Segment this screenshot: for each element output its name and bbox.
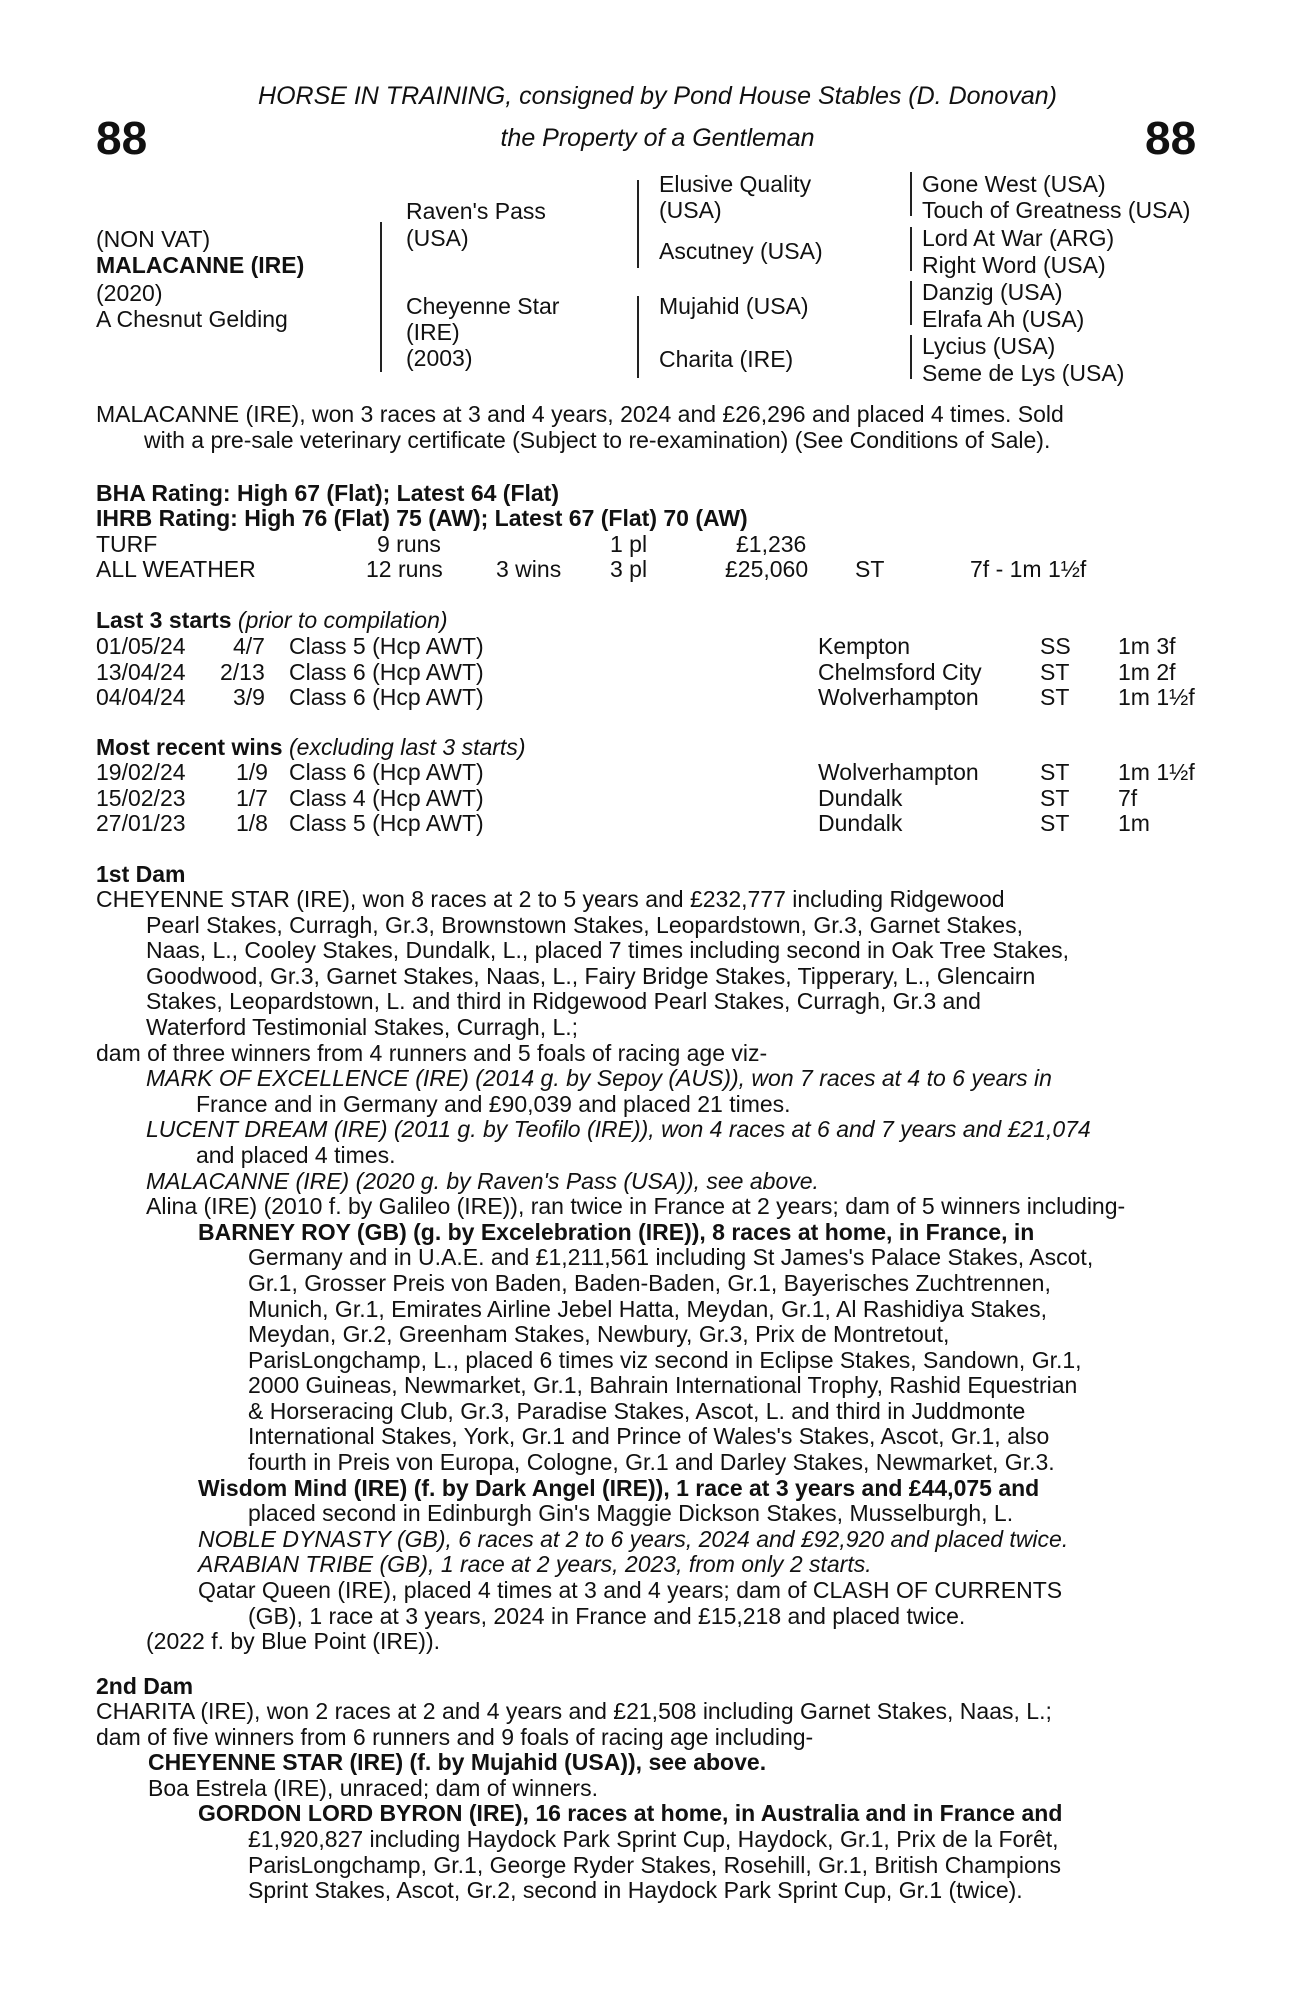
dam1-line: Alina (IRE) (2010 f. by Galileo (IRE)), ran twice in France at 2 years; dam of 5 winners including-: [146, 1193, 1126, 1220]
dam1-line: BARNEY ROY (GB) (g. by Excelebration (IRE)), 8 races at home, in France, in: [198, 1218, 1035, 1245]
dam1-line: Naas, L., Cooley Stakes, Dundalk, L., placed 7 times including second in Oak Tree Stakes,: [146, 937, 1070, 964]
win-position: 1/8: [236, 810, 268, 836]
wins-title: Most recent wins: [96, 734, 283, 760]
last3-course: Wolverhampton: [818, 684, 979, 710]
last3-class: Class 6 (Hcp AWT): [289, 659, 484, 685]
summary-line: MALACANNE (IRE), won 3 races at 3 and 4 years, 2024 and £26,296 and placed 4 times. Sold: [96, 401, 1064, 427]
header-property: the Property of a Gentleman: [500, 124, 815, 152]
dam1-line: 2000 Guineas, Newmarket, Gr.1, Bahrain International Trophy, Rashid Equestrian: [248, 1372, 1078, 1399]
lot-number-right: 88: [1145, 112, 1197, 164]
g4-ancestor: Seme de Lys (USA): [922, 360, 1125, 386]
g4-ancestor: Elrafa Ah (USA): [922, 306, 1085, 332]
last3-date: 13/04/24: [96, 659, 186, 685]
dam1-line: placed second in Edinburgh Gin's Maggie Dickson Stakes, Musselburgh, L.: [248, 1500, 1014, 1527]
last3-class: Class 6 (Hcp AWT): [289, 684, 484, 710]
pedigree-brace: [380, 222, 382, 372]
sire-dam: Ascutney (USA): [659, 238, 823, 264]
win-going: ST: [1040, 785, 1070, 811]
dam1-line: Gr.1, Grosser Preis von Baden, Baden-Baden, Gr.1, Bayerisches Zuchtrennen,: [248, 1269, 1051, 1296]
dam2-line: £1,920,827 including Haydock Park Sprint Cup, Haydock, Gr.1, Prix de la Forêt,: [248, 1825, 1059, 1852]
last3-going: SS: [1040, 633, 1071, 659]
last3-position: 2/13: [220, 659, 265, 685]
last3-distance: 1m 2f: [1118, 659, 1176, 685]
dam1-line: & Horseracing Club, Gr.3, Paradise Stakes, Ascot, L. and third in Juddmonte: [248, 1397, 1026, 1424]
dam2-heading: 2nd Dam: [96, 1673, 194, 1699]
last3-class: Class 5 (Hcp AWT): [289, 633, 484, 659]
win-going: ST: [1040, 810, 1070, 836]
aw-runs: 12 runs: [366, 556, 443, 582]
win-course: Dundalk: [818, 810, 903, 836]
g4-ancestor: Lycius (USA): [922, 333, 1056, 359]
turf-placed: 1 pl: [610, 531, 648, 557]
last3-date: 04/04/24: [96, 684, 186, 710]
dam1-line: CHEYENNE STAR (IRE), won 8 races at 2 to 5 years and £232,777 including Ridgewood: [96, 886, 1005, 912]
win-position: 1/9: [236, 759, 268, 785]
dam1-line: ParisLongchamp, L., placed 6 times viz second in Eclipse Stakes, Sandown, Gr.1,: [248, 1346, 1082, 1373]
sire-sire-country: (USA): [659, 197, 722, 223]
turf-runs: 9 runs: [377, 531, 441, 557]
horse-description: A Chesnut Gelding: [96, 306, 288, 332]
dam1-line: MARK OF EXCELLENCE (IRE) (2014 g. by Sepoy (AUS)), won 7 races at 4 to 6 years in: [146, 1065, 1052, 1092]
summary-line: with a pre-sale veterinary certificate (Subject to re-examination) (See Conditions of Sale).: [144, 426, 1051, 453]
win-distance: 7f: [1118, 785, 1138, 811]
dam2-line: CHEYENNE STAR (IRE) (f. by Mujahid (USA)), see above.: [148, 1749, 767, 1776]
g4-ancestor: Right Word (USA): [922, 252, 1106, 278]
dam1-line: Pearl Stakes, Curragh, Gr.3, Brownstown Stakes, Leopardstown, Gr.3, Garnet Stakes,: [146, 911, 1023, 938]
g4-ancestor: Gone West (USA): [922, 171, 1106, 197]
sire-brace: [637, 180, 639, 268]
last3-position: 4/7: [233, 633, 265, 659]
dam1-line: France and in Germany and £90,039 and placed 21 times.: [196, 1090, 791, 1117]
win-course: Wolverhampton: [818, 759, 979, 785]
dam-country: (IRE): [406, 319, 460, 345]
g4-ancestor: Danzig (USA): [922, 279, 1063, 305]
sire-sire: Elusive Quality: [659, 171, 812, 197]
sire-name: Raven's Pass: [406, 198, 546, 224]
aw-going: ST: [855, 556, 885, 582]
aw-prize: £25,060: [725, 556, 809, 582]
last3-position: 3/9: [233, 684, 265, 710]
dam-dam: Charita (IRE): [659, 346, 794, 372]
dam2-line: Boa Estrela (IRE), unraced; dam of winners.: [148, 1774, 598, 1801]
dam1-line: Germany and in U.A.E. and £1,211,561 including St James's Palace Stakes, Ascot,: [248, 1244, 1094, 1271]
wins-heading: [96, 734, 525, 760]
dam1-line: NOBLE DYNASTY (GB), 6 races at 2 to 6 years, 2024 and £92,920 and placed twice.: [198, 1525, 1069, 1552]
dam1-line: (2022 f. by Blue Point (IRE)).: [146, 1628, 441, 1655]
g4-brace-4: [910, 335, 912, 379]
aw-placed: 3 pl: [610, 556, 648, 582]
g4-brace-2: [910, 227, 912, 271]
win-distance: 1m 1½f: [1118, 759, 1195, 785]
win-position: 1/7: [236, 785, 268, 811]
dam2-line: dam of five winners from 6 runners and 9 foals of racing age including-: [96, 1723, 814, 1750]
dam1-line: MALACANNE (IRE) (2020 g. by Raven's Pass (USA)), see above.: [146, 1167, 819, 1194]
win-date: 15/02/23: [96, 785, 186, 811]
dam2-line: Sprint Stakes, Ascot, Gr.2, second in Haydock Park Sprint Cup, Gr.1 (twice).: [248, 1877, 1023, 1904]
dam1-line: LUCENT DREAM (IRE) (2011 g. by Teofilo (IRE)), won 4 races at 6 and 7 years and £21,074: [146, 1116, 1091, 1143]
dam-brace: [637, 296, 639, 378]
win-going: ST: [1040, 759, 1070, 785]
dam1-line: Waterford Testimonial Stakes, Curragh, L.;: [146, 1013, 579, 1040]
sire-country: (USA): [406, 225, 469, 251]
dam1-line: Goodwood, Gr.3, Garnet Stakes, Naas, L., Fairy Bridge Stakes, Tipperary, L., Glencairn: [146, 962, 1036, 989]
turf-surface: TURF: [96, 531, 158, 557]
dam1-line: (GB), 1 race at 3 years, 2024 in France and £15,218 and placed twice.: [248, 1602, 966, 1629]
dam-sire: Mujahid (USA): [659, 293, 809, 319]
dam1-line: Meydan, Gr.2, Greenham Stakes, Newbury, Gr.3, Prix de Montretout,: [248, 1321, 950, 1348]
aw-distance: 7f - 1m 1½f: [970, 556, 1087, 582]
dam2-line: GORDON LORD BYRON (IRE), 16 races at home, in Australia and in France and: [198, 1800, 1063, 1827]
last3-note: (prior to compilation): [237, 607, 448, 633]
racing-summary: [96, 402, 1204, 453]
last3-course: Chelmsford City: [818, 659, 982, 685]
horse-year: (2020): [96, 280, 163, 306]
win-date: 19/02/24: [96, 759, 186, 785]
win-date: 27/01/23: [96, 810, 186, 836]
last3-date: 01/05/24: [96, 633, 186, 659]
g4-brace-3: [910, 281, 912, 325]
dam1-heading: 1st Dam: [96, 861, 186, 887]
g4-ancestor: Touch of Greatness (USA): [922, 197, 1191, 223]
dam1-line: International Stakes, York, Gr.1 and Prince of Wales's Stakes, Ascot, Gr.1, also: [248, 1423, 1050, 1450]
aw-surface: ALL WEATHER: [96, 556, 256, 582]
dam1-text: [96, 887, 1204, 1655]
dam2-line: CHARITA (IRE), won 2 races at 2 and 4 years and £21,508 including Garnet Stakes, Naas, L.;: [96, 1698, 1052, 1724]
dam-name: Cheyenne Star: [406, 293, 560, 319]
g4-brace-1: [910, 172, 912, 216]
win-class: Class 5 (Hcp AWT): [289, 810, 484, 836]
lot-number-left: 88: [96, 112, 148, 164]
horse-name: MALACANNE (IRE): [96, 252, 305, 278]
dam1-line: Wisdom Mind (IRE) (f. by Dark Angel (IRE)), 1 race at 3 years and £44,075 and: [198, 1474, 1040, 1501]
dam1-line: dam of three winners from 4 runners and 5 foals of racing age viz-: [96, 1039, 768, 1066]
dam-year: (2003): [406, 345, 473, 371]
win-course: Dundalk: [818, 785, 903, 811]
dam1-line: and placed 4 times.: [196, 1141, 396, 1168]
win-distance: 1m: [1118, 810, 1150, 836]
dam1-line: ARABIAN TRIBE (GB), 1 race at 2 years, 2023, from only 2 starts.: [198, 1551, 872, 1578]
dam1-line: Munich, Gr.1, Emirates Airline Jebel Hatta, Meydan, Gr.1, Al Rashidiya Stakes,: [248, 1295, 1047, 1322]
ihrb-rating: IHRB Rating: High 76 (Flat) 75 (AW); Latest 67 (Flat) 70 (AW): [96, 505, 748, 531]
vat-status: (NON VAT): [96, 226, 211, 252]
aw-wins: 3 wins: [496, 556, 562, 582]
win-class: Class 6 (Hcp AWT): [289, 759, 484, 785]
last3-distance: 1m 3f: [1118, 633, 1176, 659]
last3-going: ST: [1040, 684, 1070, 710]
last3-distance: 1m 1½f: [1118, 684, 1195, 710]
last3-title: Last 3 starts: [96, 607, 232, 633]
bha-rating: BHA Rating: High 67 (Flat); Latest 64 (Flat): [96, 480, 559, 506]
turf-prize: £1,236: [736, 531, 807, 557]
dam1-line: Stakes, Leopardstown, L. and third in Ridgewood Pearl Stakes, Curragh, Gr.3 and: [146, 988, 981, 1015]
dam1-line: fourth in Preis von Europa, Cologne, Gr.1 and Darley Stakes, Newmarket, Gr.3.: [248, 1449, 1055, 1476]
header-consignor: HORSE IN TRAINING, consigned by Pond House Stables (D. Donovan): [258, 82, 1057, 110]
dam2-text: [96, 1699, 1204, 1904]
last3-heading: [96, 607, 448, 633]
last3-going: ST: [1040, 659, 1070, 685]
wins-note: (excluding last 3 starts): [289, 734, 526, 760]
dam1-line: Qatar Queen (IRE), placed 4 times at 3 and 4 years; dam of CLASH OF CURRENTS: [198, 1577, 1063, 1604]
last3-course: Kempton: [818, 633, 911, 659]
win-class: Class 4 (Hcp AWT): [289, 785, 484, 811]
dam2-line: ParisLongchamp, Gr.1, George Ryder Stakes, Rosehill, Gr.1, British Champions: [248, 1851, 1062, 1878]
g4-ancestor: Lord At War (ARG): [922, 225, 1115, 251]
